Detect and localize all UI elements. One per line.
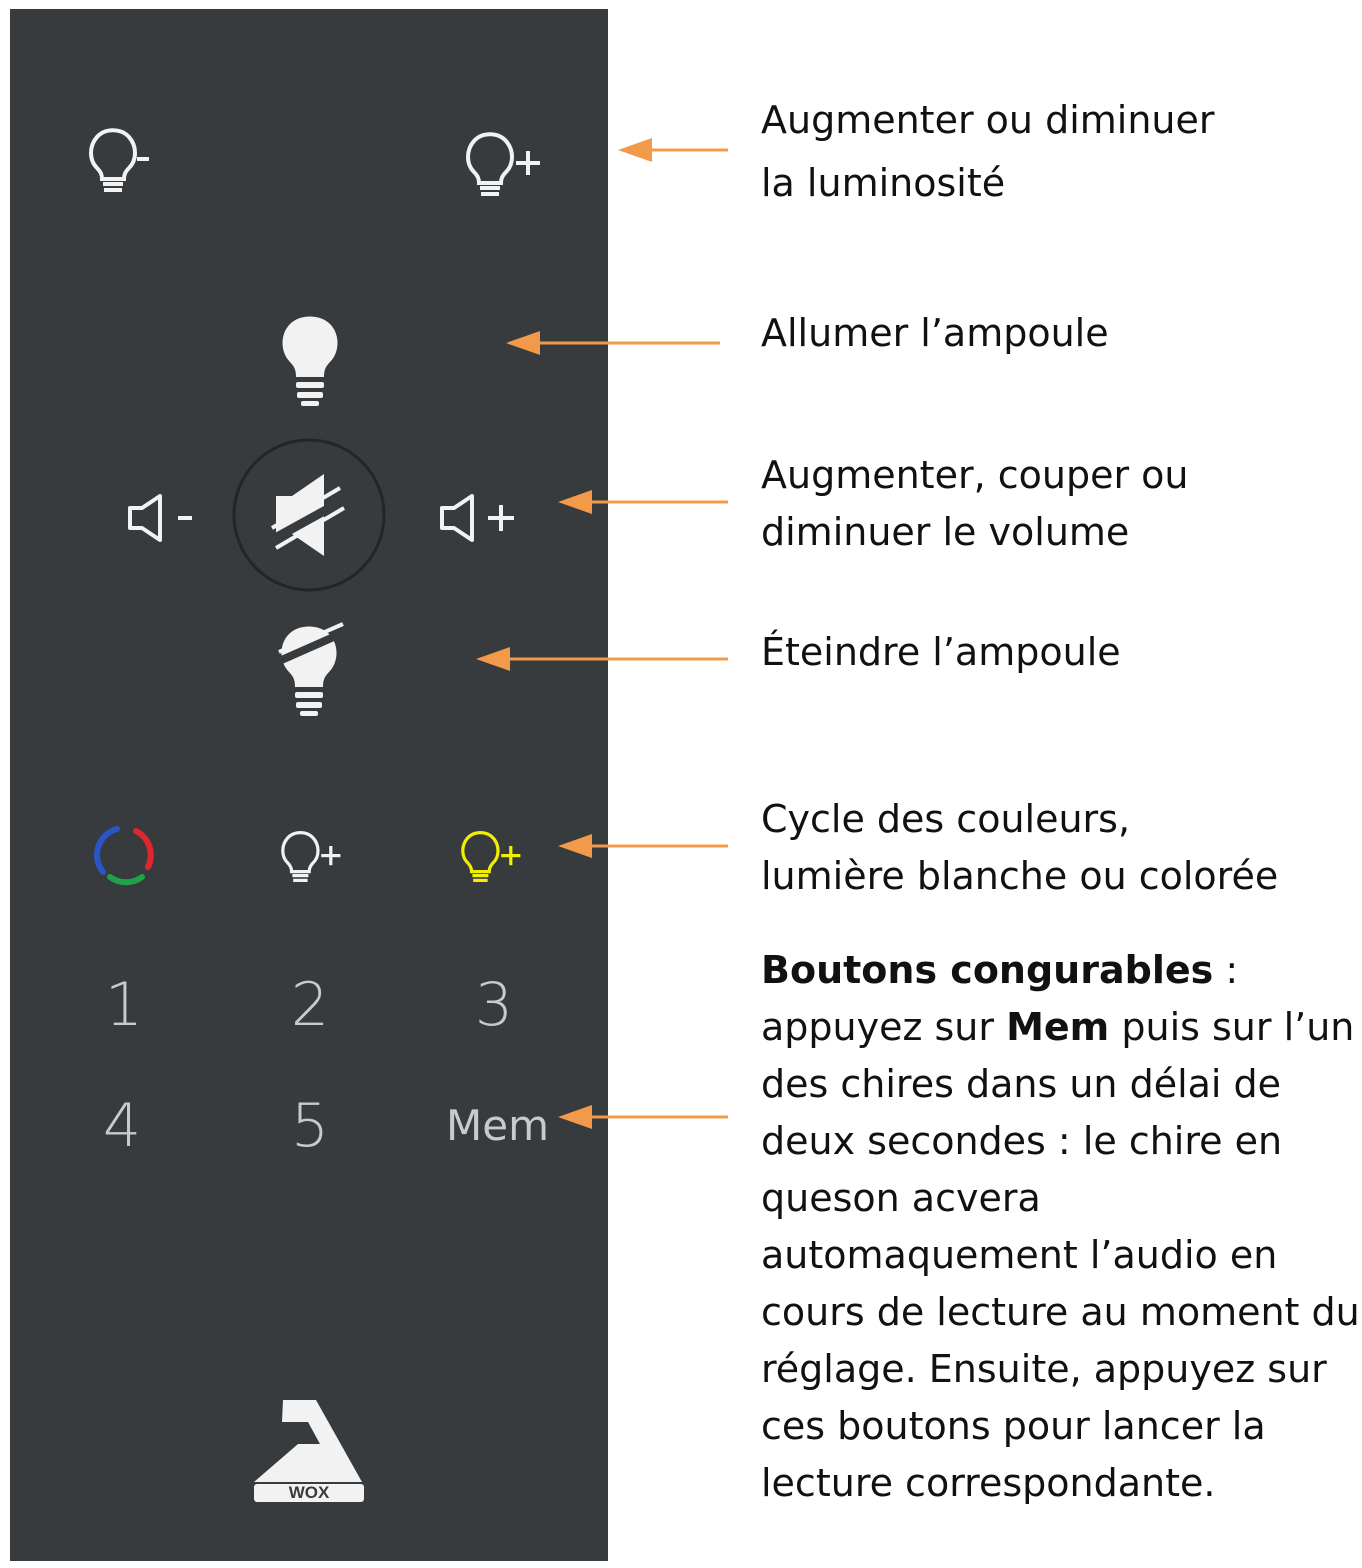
preset-1-button[interactable]: 1 bbox=[104, 970, 144, 1040]
note-config-line-2-pre: appuyez sur bbox=[761, 1005, 1007, 1049]
note-brightness-line-2: la luminosité bbox=[761, 161, 1006, 205]
note-config-line: deux secondes : le chire en bbox=[761, 1119, 1283, 1163]
note-volume bbox=[761, 447, 1189, 561]
note-light-off bbox=[761, 624, 1121, 681]
note-config-title-suffix: : bbox=[1213, 948, 1239, 992]
logo-wordmark: WOX bbox=[288, 1483, 330, 1502]
note-config-line: lecture correspondante. bbox=[761, 1461, 1216, 1505]
note-config-line-2-post: puis sur l’un bbox=[1109, 1005, 1355, 1049]
note-brightness-line-1: Augmenter ou diminuer bbox=[761, 98, 1215, 142]
note-config-title: Boutons congurables bbox=[761, 948, 1214, 992]
note-config-line: des chires dans un délai de bbox=[761, 1062, 1282, 1106]
note-light-off-line-1: Éteindre l’ampoule bbox=[761, 630, 1121, 674]
note-brightness bbox=[761, 92, 1215, 212]
note-light-on-line-1: Allumer l’ampoule bbox=[761, 311, 1109, 355]
note-volume-line-1: Augmenter, couper ou bbox=[761, 453, 1189, 497]
preset-5-button[interactable]: 5 bbox=[290, 1091, 330, 1161]
note-config-line: réglage. Ensuite, appuyez sur bbox=[761, 1347, 1327, 1391]
note-config-line-2 bbox=[761, 999, 1360, 1056]
preset-3-button[interactable]: 3 bbox=[474, 970, 514, 1040]
note-config-line: cours de lecture au moment du bbox=[761, 1290, 1360, 1334]
note-config-title-line bbox=[761, 942, 1360, 999]
note-config-line: automaquement l’audio en bbox=[761, 1233, 1278, 1277]
note-config bbox=[761, 942, 1360, 1512]
note-volume-line-2: diminuer le volume bbox=[761, 510, 1130, 554]
note-light-on bbox=[761, 305, 1109, 362]
preset-4-button[interactable]: 4 bbox=[102, 1091, 142, 1161]
mem-button[interactable]: Mem bbox=[446, 1101, 549, 1150]
note-config-line: queson acvera bbox=[761, 1176, 1041, 1220]
note-color bbox=[761, 791, 1278, 905]
note-color-line-1: Cycle des couleurs, bbox=[761, 797, 1131, 841]
note-config-mem: Mem bbox=[1006, 1005, 1110, 1049]
note-config-line: ces boutons pour lancer la bbox=[761, 1404, 1266, 1448]
preset-2-button[interactable]: 2 bbox=[290, 970, 330, 1040]
note-color-line-2: lumière blanche ou colorée bbox=[761, 854, 1279, 898]
